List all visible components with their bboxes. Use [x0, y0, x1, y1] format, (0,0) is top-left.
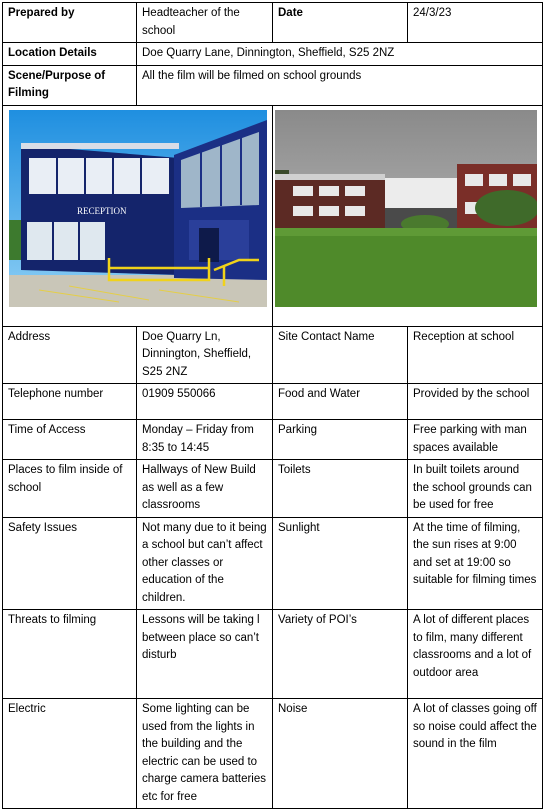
- school-field-photo: [275, 110, 537, 307]
- electric-label: Electric: [3, 699, 137, 809]
- safety-issues-value: Not many due to it being a school but can’t affect other classes or education of the children.: [137, 517, 273, 610]
- location-value: Doe Quarry Lane, Dinnington, Sheffield, S25 2NZ: [137, 43, 543, 66]
- date-label: Date: [273, 3, 408, 43]
- variety-poi-label: Variety of POI’s: [273, 610, 408, 699]
- sunlight-value: At the time of filming, the sun rises at 9:00 and set at 19:00 so suitable for filming times: [408, 517, 543, 610]
- noise-value: A lot of classes going off so noise could affect the sound in the film: [408, 699, 543, 809]
- toilets-label: Toilets: [273, 460, 408, 518]
- reception-sign: RECEPTION: [77, 205, 127, 216]
- sunlight-label: Sunlight: [273, 517, 408, 610]
- time-of-access-value: Monday – Friday from 8:35 to 14:45: [137, 420, 273, 460]
- food-water-value: Provided by the school: [408, 384, 543, 420]
- photo-cell-left: [3, 105, 273, 326]
- prepared-by-value: Headteacher of the school: [137, 3, 273, 43]
- safety-issues-label: Safety Issues: [3, 517, 137, 610]
- parking-label: Parking: [273, 420, 408, 460]
- location-recce-table: [2, 2, 543, 809]
- electric-value: Some lighting can be used from the lights in the building and the electric can be used to charge camera batteries etc for free: [137, 699, 273, 809]
- date-value: 24/3/23: [408, 3, 543, 43]
- site-contact-label: Site Contact Name: [273, 326, 408, 384]
- telephone-label: Telephone number: [3, 384, 137, 420]
- location-label: Location Details: [3, 43, 137, 66]
- school-reception-photo: [9, 110, 267, 307]
- threats-value: Lessons will be taking l between place so can’t disturb: [137, 610, 273, 699]
- places-to-film-value: Hallways of New Build as well as a few classrooms: [137, 460, 273, 518]
- address-value: Doe Quarry Ln, Dinnington, Sheffield, S25 2NZ: [137, 326, 273, 384]
- telephone-value: 01909 550066: [137, 384, 273, 420]
- time-of-access-label: Time of Access: [3, 420, 137, 460]
- variety-poi-value: A lot of different places to film, many different classrooms and a lot of outdoor area: [408, 610, 543, 699]
- toilets-value: In built toilets around the school grounds can be used for free: [408, 460, 543, 518]
- food-water-label: Food and Water: [273, 384, 408, 420]
- parking-value: Free parking with man spaces available: [408, 420, 543, 460]
- photo-cell-right: [273, 105, 543, 326]
- scene-value: All the film will be filmed on school grounds: [137, 65, 543, 105]
- site-contact-value: Reception at school: [408, 326, 543, 384]
- address-label: Address: [3, 326, 137, 384]
- prepared-by-label: Prepared by: [3, 3, 137, 43]
- threats-label: Threats to filming: [3, 610, 137, 699]
- places-to-film-label: Places to film inside of school: [3, 460, 137, 518]
- scene-label: Scene/Purpose of Filming: [3, 65, 137, 105]
- noise-label: Noise: [273, 699, 408, 809]
